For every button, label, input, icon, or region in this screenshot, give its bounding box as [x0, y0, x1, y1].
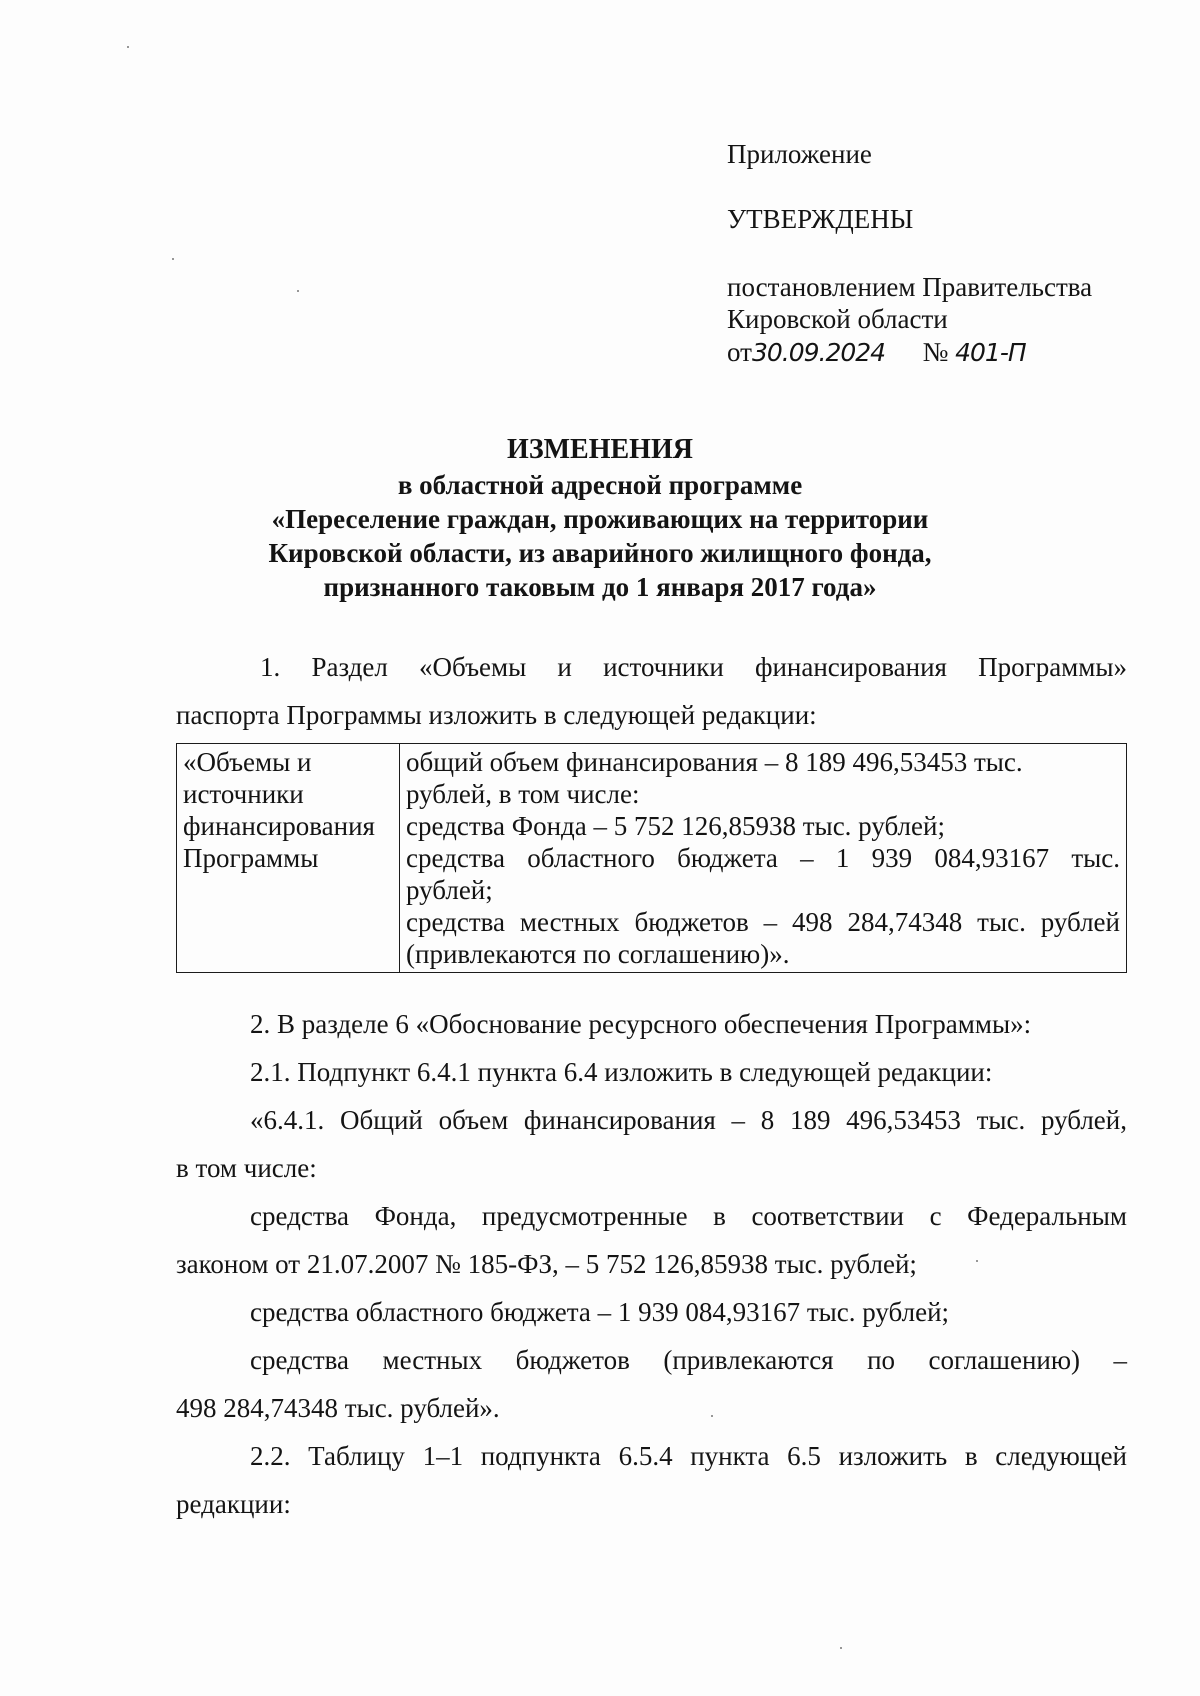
fund-line2: законом от 21.07.2007 № 185-ФЗ, – 5 752 126,85938 тыс. рублей; — [176, 1249, 917, 1279]
title-line-2: в областной адресной программе — [397, 470, 803, 500]
cell-line: финансирования — [183, 811, 375, 841]
approved-label: УТВЕРЖДЕНЫ — [727, 204, 914, 234]
cell-line: «Объемы и — [183, 747, 312, 777]
appendix-label: Приложение — [727, 139, 872, 169]
fund-line1: средства Фонда, предусмотренные в соответствии с Федеральным — [250, 1201, 1127, 1231]
table-cell-label — [177, 744, 400, 973]
approved-by-line2: Кировской области — [727, 304, 948, 334]
local-line1: средства местных бюджетов (привлекаются по соглашению) – — [250, 1345, 1127, 1375]
scan-speck — [127, 46, 129, 48]
paragraph-2-2-line2: редакции: — [176, 1489, 291, 1519]
title-line-3: «Переселение граждан, проживающих на территории — [271, 504, 929, 534]
cell-line: средства Фонда – 5 752 126,85938 тыс. рублей; — [406, 811, 945, 841]
table-row — [177, 744, 1127, 973]
scan-speck — [172, 258, 174, 260]
cell-line: средства местных бюджетов – 498 284,74348 тыс. рублей — [406, 907, 1120, 937]
cell-line: средства областного бюджета – 1 939 084,93167 тыс. — [406, 843, 1120, 873]
cell-line: Программы — [183, 843, 319, 873]
approved-by-line1: постановлением Правительства — [727, 272, 1093, 302]
date-number-line — [727, 336, 1026, 369]
cell-line: источники — [183, 779, 304, 809]
handwritten-date: 30.09.2024 — [751, 338, 886, 367]
item1-line2: паспорта Программы изложить в следующей редакции: — [176, 700, 817, 730]
item1-line1: 1. Раздел «Объемы и источники финансирования Программы» — [260, 652, 1127, 682]
paragraph-2-2-line1: 2.2. Таблицу 1–1 подпункта 6.5.4 пункта 6.5 изложить в следующей — [250, 1441, 1127, 1471]
cell-line: рублей, в том числе: — [406, 779, 640, 809]
document-title: ИЗМЕНЕНИЯ — [507, 434, 693, 465]
paragraph-6-4-1-line2: в том числе: — [176, 1153, 317, 1183]
local-line2: 498 284,74348 тыс. рублей». — [176, 1393, 500, 1423]
scan-speck — [297, 290, 299, 292]
cell-line: (привлекаются по соглашению)». — [406, 939, 790, 969]
title-line-5: признанного таковым до 1 января 2017 года» — [323, 572, 877, 602]
table-cell-content — [400, 744, 1127, 973]
regional-budget-line: средства областного бюджета – 1 939 084,93167 тыс. рублей; — [250, 1297, 950, 1327]
cell-line: общий объем финансирования – 8 189 496,53453 тыс. — [406, 747, 1023, 777]
handwritten-number: 401-П — [955, 338, 1026, 367]
number-prefix: № — [922, 337, 949, 367]
paragraph-2: 2. В разделе 6 «Обоснование ресурсного обеспечения Программы»: — [250, 1009, 1032, 1039]
title-line-4: Кировской области, из аварийного жилищного фонда, — [268, 538, 932, 568]
scan-speck — [840, 1647, 842, 1649]
scan-speck — [976, 1260, 978, 1262]
cell-line: рублей; — [406, 875, 493, 905]
scan-speck — [711, 1415, 713, 1417]
paragraph-6-4-1-line1: «6.4.1. Общий объем финансирования – 8 189 496,53453 тыс. рублей, — [250, 1105, 1127, 1135]
date-prefix: от — [727, 337, 752, 367]
financing-table — [176, 743, 1127, 973]
paragraph-2-1: 2.1. Подпункт 6.4.1 пункта 6.4 изложить в следующей редакции: — [250, 1057, 993, 1087]
